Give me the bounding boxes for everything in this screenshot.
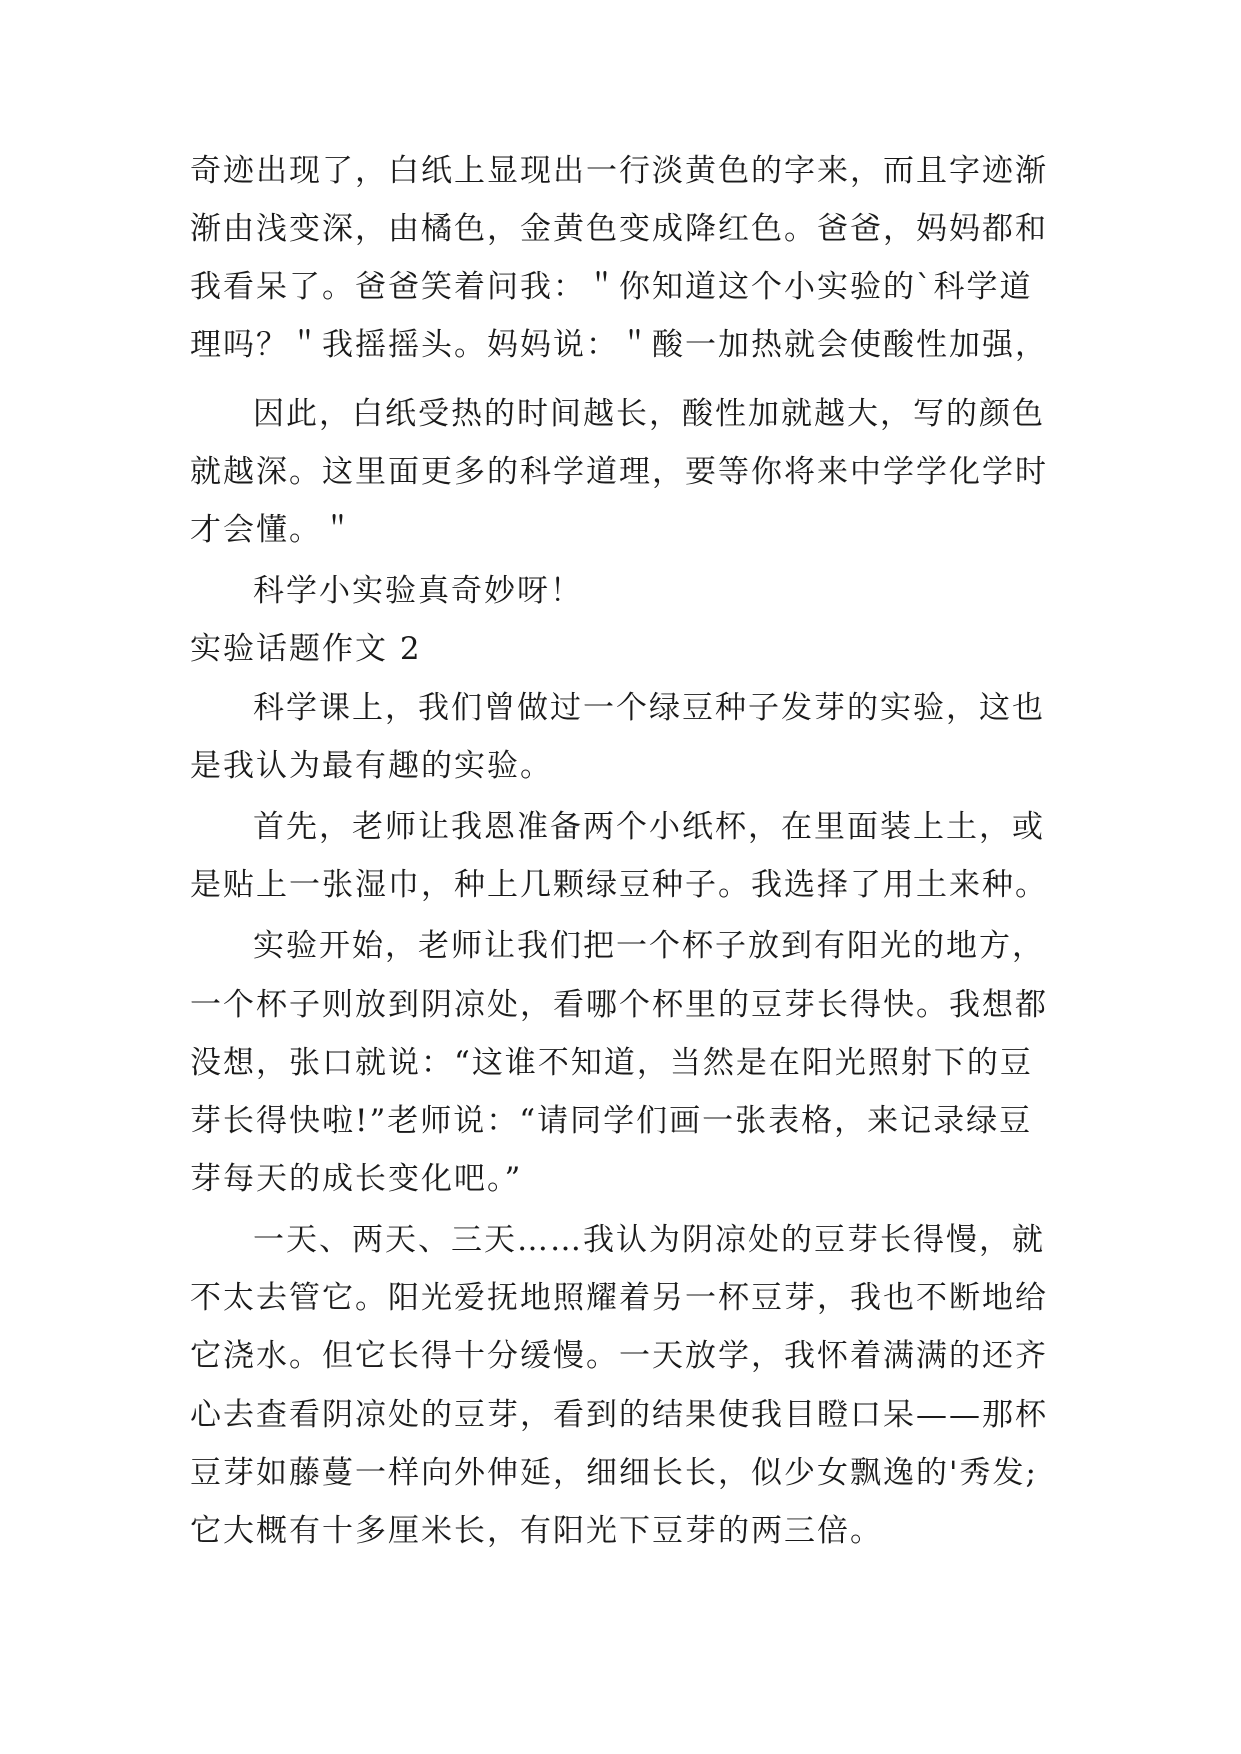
text-line: 一天、两天、三天……我认为阴凉处的豆芽长得慢，就 [253, 1222, 1045, 1258]
text-line: 一个杯子则放到阴凉处，看哪个杯里的豆芽长得快。我想都 [190, 987, 1048, 1023]
text-line: 渐由浅变深，由橘色，金黄色变成降红色。爸爸，妈妈都和 [190, 211, 1048, 247]
text-line: 是贴上一张湿巾，种上几颗绿豆种子。我选择了用土来种。 [190, 867, 1048, 903]
text-line: 没想，张口就说：“这谁不知道，当然是在阳光照射下的豆 [190, 1045, 1033, 1081]
text-line: 理吗？＂我摇摇头。妈妈说：＂酸一加热就会使酸性加强， [190, 327, 1048, 363]
text-line: 科学小实验真奇妙呀！ [253, 573, 583, 609]
text-line: 奇迹出现了，白纸上显现出一行淡黄色的字来，而且字迹渐 [190, 153, 1048, 189]
text-line: 豆芽如藤蔓一样向外伸延，细细长长，似少女飘逸的'秀发; [190, 1455, 1038, 1491]
text-line: 就越深。这里面更多的科学道理，要等你将来中学学化学时 [190, 454, 1048, 490]
text-line: 不太去管它。阳光爱抚地照耀着另一杯豆芽，我也不断地给 [190, 1280, 1048, 1316]
text-line: 实验开始，老师让我们把一个杯子放到有阳光的地方， [253, 928, 1045, 964]
text-line: 首先，老师让我恩准备两个小纸杯，在里面装上土，或 [253, 809, 1045, 845]
text-line: 它大概有十多厘米长，有阳光下豆芽的两三倍。 [190, 1513, 883, 1549]
text-line: 它浇水。但它长得十分缓慢。一天放学，我怀着满满的还齐 [190, 1338, 1048, 1374]
text-line: 我看呆了。爸爸笑着问我：＂你知道这个小实验的`科学道 [190, 269, 1033, 305]
text-line: 芽长得快啦!”老师说：“请同学们画一张表格，来记录绿豆 [190, 1103, 1033, 1139]
text-line: 芽每天的成长变化吧。” [190, 1161, 523, 1197]
section-heading: 实验话题作文 2 [190, 631, 422, 667]
text-line: 因此，白纸受热的时间越长，酸性加就越大，写的颜色 [253, 396, 1045, 432]
text-line: 是我认为最有趣的实验。 [190, 748, 553, 784]
text-line: 科学课上，我们曾做过一个绿豆种子发芽的实验，这也 [253, 690, 1045, 726]
text-line: 才会懂。＂ [190, 512, 355, 548]
text-line: 心去查看阴凉处的豆芽，看到的结果使我目瞪口呆——那杯 [190, 1397, 1048, 1433]
